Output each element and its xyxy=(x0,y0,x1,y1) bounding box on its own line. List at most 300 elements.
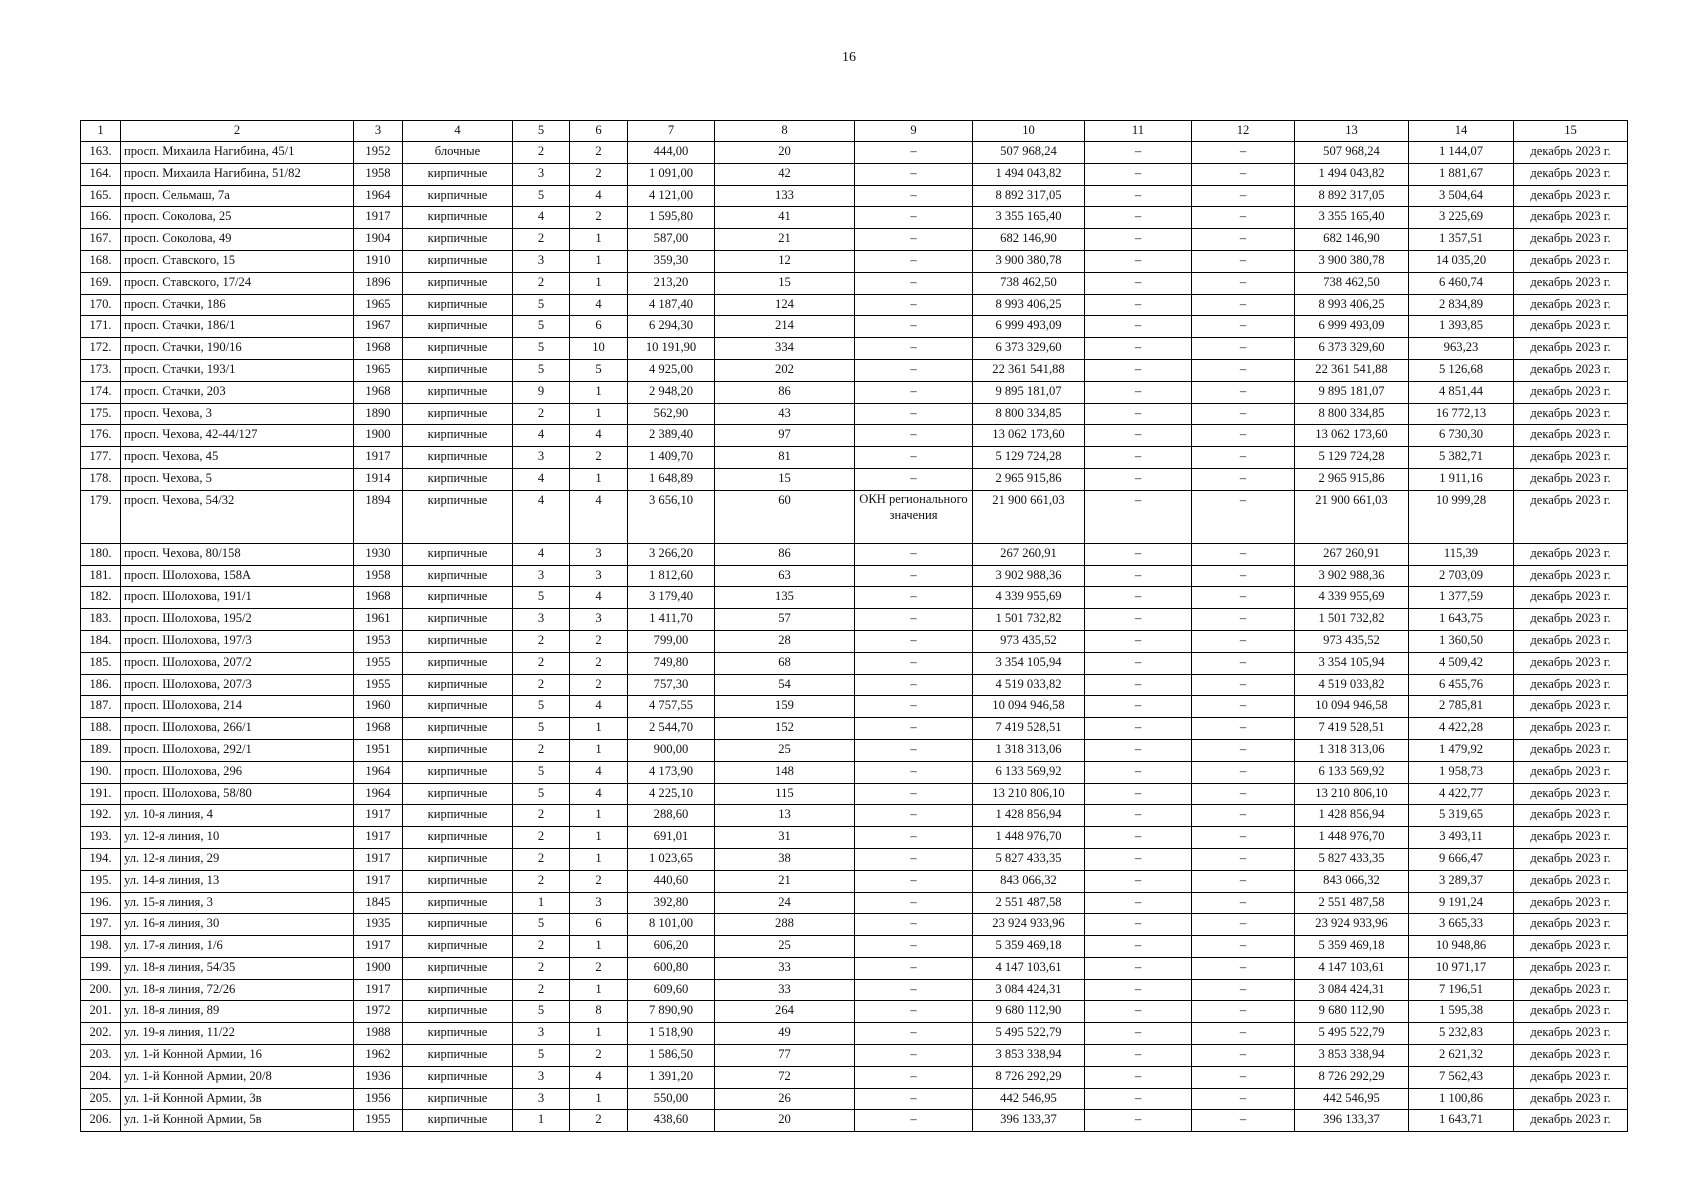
table-cell: 1930 xyxy=(354,543,403,565)
table-cell: 1917 xyxy=(354,848,403,870)
table-cell: 41 xyxy=(715,207,855,229)
table-cell: 6 133 569,92 xyxy=(973,761,1085,783)
table-cell: 10 999,28 xyxy=(1409,490,1514,543)
table-row xyxy=(81,1110,1628,1132)
table-cell: – xyxy=(855,761,973,783)
table-cell: 1 812,60 xyxy=(628,565,715,587)
table-cell: 1 357,51 xyxy=(1409,229,1514,251)
table-cell: просп. Ставского, 15 xyxy=(121,250,354,272)
table-row xyxy=(81,359,1628,381)
table-cell: 2 xyxy=(570,630,628,652)
table-cell: декабрь 2023 г. xyxy=(1514,294,1628,316)
table-cell: – xyxy=(855,783,973,805)
table-cell: 1968 xyxy=(354,338,403,360)
table-cell: 8 800 334,85 xyxy=(1295,403,1409,425)
table-cell: 438,60 xyxy=(628,1110,715,1132)
table-cell: – xyxy=(1085,848,1192,870)
table-cell: просп. Стачки, 203 xyxy=(121,381,354,403)
table-cell: 7 890,90 xyxy=(628,1001,715,1023)
table-cell: 5 232,83 xyxy=(1409,1023,1514,1045)
table-cell: 68 xyxy=(715,652,855,674)
table-cell: – xyxy=(1192,848,1295,870)
column-number-cell: 7 xyxy=(628,121,715,142)
table-cell: – xyxy=(855,805,973,827)
table-cell: – xyxy=(1192,163,1295,185)
table-cell: 1951 xyxy=(354,739,403,761)
table-cell: 4 xyxy=(570,587,628,609)
table-cell: – xyxy=(1192,630,1295,652)
table-cell: декабрь 2023 г. xyxy=(1514,674,1628,696)
table-cell: кирпичные xyxy=(403,674,513,696)
table-cell: – xyxy=(855,338,973,360)
table-cell: – xyxy=(855,957,973,979)
table-cell: кирпичные xyxy=(403,425,513,447)
table-cell: 691,01 xyxy=(628,827,715,849)
table-cell: 86 xyxy=(715,381,855,403)
table-row xyxy=(81,468,1628,490)
table-cell: – xyxy=(1192,696,1295,718)
table-cell: 3 355 165,40 xyxy=(1295,207,1409,229)
table-cell: – xyxy=(1192,783,1295,805)
table-cell: 682 146,90 xyxy=(1295,229,1409,251)
table-row xyxy=(81,272,1628,294)
table-cell: 33 xyxy=(715,979,855,1001)
table-cell: – xyxy=(855,979,973,1001)
table-cell: – xyxy=(1192,316,1295,338)
table-cell: 115,39 xyxy=(1409,543,1514,565)
table-cell: 180. xyxy=(81,543,121,565)
table-cell: 2 xyxy=(570,957,628,979)
table-cell: – xyxy=(1085,1001,1192,1023)
table-row xyxy=(81,609,1628,631)
table-cell: 3 xyxy=(513,163,570,185)
table-cell: 1 xyxy=(570,229,628,251)
table-cell: 1960 xyxy=(354,696,403,718)
table-cell: 2 xyxy=(570,1110,628,1132)
table-cell: 2 xyxy=(513,979,570,1001)
table-cell: 1910 xyxy=(354,250,403,272)
table-cell: 38 xyxy=(715,848,855,870)
table-cell: 168. xyxy=(81,250,121,272)
table-cell: декабрь 2023 г. xyxy=(1514,696,1628,718)
table-cell: – xyxy=(855,630,973,652)
table-cell: 13 062 173,60 xyxy=(973,425,1085,447)
table-row xyxy=(81,425,1628,447)
table-cell: 5 xyxy=(513,316,570,338)
table-cell: – xyxy=(1085,272,1192,294)
table-cell: ул. 1-й Конной Армии, 20/8 xyxy=(121,1066,354,1088)
table-cell: – xyxy=(1085,652,1192,674)
table-row xyxy=(81,827,1628,849)
table-cell: – xyxy=(1085,979,1192,1001)
table-cell: 288 xyxy=(715,914,855,936)
table-cell: 1 643,71 xyxy=(1409,1110,1514,1132)
table-cell: 42 xyxy=(715,163,855,185)
table-cell: – xyxy=(1085,447,1192,469)
table-cell: декабрь 2023 г. xyxy=(1514,359,1628,381)
table-cell: – xyxy=(855,250,973,272)
table-cell: 1 xyxy=(570,936,628,958)
table-cell: 2 xyxy=(513,870,570,892)
table-cell: 175. xyxy=(81,403,121,425)
table-cell: кирпичные xyxy=(403,565,513,587)
table-cell: 4 121,00 xyxy=(628,185,715,207)
table-cell: ул. 16-я линия, 30 xyxy=(121,914,354,936)
table-cell: 49 xyxy=(715,1023,855,1045)
table-cell: 5 495 522,79 xyxy=(973,1023,1085,1045)
table-row xyxy=(81,1066,1628,1088)
table-cell: ул. 18-я линия, 89 xyxy=(121,1001,354,1023)
table-cell: ул. 15-я линия, 3 xyxy=(121,892,354,914)
table-cell: 2 xyxy=(513,652,570,674)
table-cell: 4 519 033,82 xyxy=(1295,674,1409,696)
table-cell: – xyxy=(1192,142,1295,164)
table-cell: 148 xyxy=(715,761,855,783)
table-cell: – xyxy=(1085,1110,1192,1132)
table-cell: 181. xyxy=(81,565,121,587)
table-cell: 4 xyxy=(570,294,628,316)
table-row xyxy=(81,587,1628,609)
table-cell: 444,00 xyxy=(628,142,715,164)
table-cell: 5 xyxy=(513,718,570,740)
table-cell: 57 xyxy=(715,609,855,631)
table-cell: 186. xyxy=(81,674,121,696)
table-cell: декабрь 2023 г. xyxy=(1514,565,1628,587)
table-cell: 2 xyxy=(513,142,570,164)
table-cell: 2 389,40 xyxy=(628,425,715,447)
table-cell: 1 518,90 xyxy=(628,1023,715,1045)
table-cell: 8 892 317,05 xyxy=(973,185,1085,207)
table-cell: 164. xyxy=(81,163,121,185)
table-cell: декабрь 2023 г. xyxy=(1514,587,1628,609)
table-cell: кирпичные xyxy=(403,185,513,207)
table-cell: просп. Михаила Нагибина, 45/1 xyxy=(121,142,354,164)
table-cell: ул. 10-я линия, 4 xyxy=(121,805,354,827)
table-cell: – xyxy=(855,870,973,892)
table-cell: – xyxy=(1192,381,1295,403)
table-cell: – xyxy=(1085,609,1192,631)
table-cell: 3 179,40 xyxy=(628,587,715,609)
table-cell: 1953 xyxy=(354,630,403,652)
table-cell: 5 xyxy=(513,338,570,360)
table-cell: – xyxy=(855,1023,973,1045)
table-cell: 359,30 xyxy=(628,250,715,272)
table-cell: 1917 xyxy=(354,805,403,827)
table-cell: – xyxy=(855,696,973,718)
column-number-cell: 11 xyxy=(1085,121,1192,142)
table-cell: 4 xyxy=(570,761,628,783)
table-cell: 3 656,10 xyxy=(628,490,715,543)
table-cell: просп. Михаила Нагибина, 51/82 xyxy=(121,163,354,185)
table-row xyxy=(81,490,1628,543)
table-body xyxy=(81,121,1628,1132)
table-cell: 25 xyxy=(715,739,855,761)
table-cell: ОКН регионального значения xyxy=(855,490,973,543)
table-cell: 2 xyxy=(513,827,570,849)
table-cell: 63 xyxy=(715,565,855,587)
table-cell: – xyxy=(1192,914,1295,936)
table-cell: 2 965 915,86 xyxy=(1295,468,1409,490)
table-cell: – xyxy=(1085,294,1192,316)
table-cell: 3 xyxy=(513,447,570,469)
table-cell: 1 958,73 xyxy=(1409,761,1514,783)
table-cell: – xyxy=(1192,587,1295,609)
table-row xyxy=(81,848,1628,870)
table-cell: – xyxy=(1192,739,1295,761)
table-cell: кирпичные xyxy=(403,870,513,892)
table-cell: 4 422,77 xyxy=(1409,783,1514,805)
table-row xyxy=(81,761,1628,783)
table-cell: – xyxy=(1085,490,1192,543)
table-row xyxy=(81,403,1628,425)
table-cell: 2 544,70 xyxy=(628,718,715,740)
table-cell: – xyxy=(1085,870,1192,892)
table-cell: декабрь 2023 г. xyxy=(1514,1088,1628,1110)
table-cell: 4 xyxy=(513,207,570,229)
table-cell: 5 319,65 xyxy=(1409,805,1514,827)
table-cell: 3 354 105,94 xyxy=(973,652,1085,674)
table-cell: 192. xyxy=(81,805,121,827)
table-cell: 4 225,10 xyxy=(628,783,715,805)
table-cell: 197. xyxy=(81,914,121,936)
table-cell: 179. xyxy=(81,490,121,543)
table-cell: – xyxy=(1192,425,1295,447)
table-cell: – xyxy=(1085,381,1192,403)
table-cell: декабрь 2023 г. xyxy=(1514,447,1628,469)
table-cell: декабрь 2023 г. xyxy=(1514,892,1628,914)
table-cell: кирпичные xyxy=(403,1045,513,1067)
table-cell: кирпичные xyxy=(403,447,513,469)
table-cell: – xyxy=(855,272,973,294)
table-cell: декабрь 2023 г. xyxy=(1514,338,1628,360)
table-cell: 5 xyxy=(513,359,570,381)
table-cell: 21 xyxy=(715,870,855,892)
table-cell: декабрь 2023 г. xyxy=(1514,543,1628,565)
table-cell: 4 xyxy=(513,490,570,543)
table-cell: – xyxy=(855,229,973,251)
table-cell: – xyxy=(1085,914,1192,936)
column-number-cell: 8 xyxy=(715,121,855,142)
table-cell: 21 900 661,03 xyxy=(973,490,1085,543)
table-cell: 8 726 292,29 xyxy=(1295,1066,1409,1088)
table-cell: – xyxy=(1085,163,1192,185)
building-registry-table xyxy=(80,120,1628,1132)
table-cell: – xyxy=(1085,1045,1192,1067)
table-cell: кирпичные xyxy=(403,359,513,381)
table-cell: 166. xyxy=(81,207,121,229)
table-cell: 1 595,38 xyxy=(1409,1001,1514,1023)
table-cell: 2 703,09 xyxy=(1409,565,1514,587)
table-cell: 4 xyxy=(513,543,570,565)
table-cell: 2 xyxy=(570,870,628,892)
table-cell: 1 091,00 xyxy=(628,163,715,185)
table-cell: – xyxy=(1192,565,1295,587)
table-cell: 3 xyxy=(513,609,570,631)
table-cell: 4 147 103,61 xyxy=(1295,957,1409,979)
table-cell: 7 562,43 xyxy=(1409,1066,1514,1088)
table-row xyxy=(81,870,1628,892)
table-cell: просп. Стачки, 186/1 xyxy=(121,316,354,338)
table-cell: 135 xyxy=(715,587,855,609)
table-cell: просп. Шолохова, 191/1 xyxy=(121,587,354,609)
table-cell: декабрь 2023 г. xyxy=(1514,783,1628,805)
table-cell: 973 435,52 xyxy=(973,630,1085,652)
table-cell: – xyxy=(1192,827,1295,849)
table-cell: 1917 xyxy=(354,827,403,849)
table-row xyxy=(81,229,1628,251)
table-cell: 3 289,37 xyxy=(1409,870,1514,892)
table-cell: – xyxy=(1085,403,1192,425)
table-cell: декабрь 2023 г. xyxy=(1514,1045,1628,1067)
column-number-row xyxy=(81,121,1628,142)
table-row xyxy=(81,674,1628,696)
table-cell: 4 851,44 xyxy=(1409,381,1514,403)
table-cell: – xyxy=(1192,1110,1295,1132)
table-cell: – xyxy=(855,587,973,609)
table-cell: 4 925,00 xyxy=(628,359,715,381)
table-cell: просп. Стачки, 190/16 xyxy=(121,338,354,360)
table-cell: – xyxy=(855,403,973,425)
table-cell: 267 260,91 xyxy=(1295,543,1409,565)
table-cell: 187. xyxy=(81,696,121,718)
table-cell: 3 084 424,31 xyxy=(1295,979,1409,1001)
table-cell: 2 xyxy=(513,630,570,652)
table-cell: 9 680 112,90 xyxy=(1295,1001,1409,1023)
table-cell: 4 757,55 xyxy=(628,696,715,718)
table-cell: – xyxy=(855,892,973,914)
table-cell: декабрь 2023 г. xyxy=(1514,957,1628,979)
table-cell: 3 853 338,94 xyxy=(1295,1045,1409,1067)
table-cell: – xyxy=(1192,652,1295,674)
table-cell: – xyxy=(1192,1001,1295,1023)
table-cell: 1 448 976,70 xyxy=(1295,827,1409,849)
table-cell: 7 419 528,51 xyxy=(1295,718,1409,740)
table-cell: 5 382,71 xyxy=(1409,447,1514,469)
table-cell: 442 546,95 xyxy=(973,1088,1085,1110)
table-cell: 749,80 xyxy=(628,652,715,674)
table-cell: 2 xyxy=(570,163,628,185)
table-cell: 2 xyxy=(570,1045,628,1067)
table-cell: 1 448 976,70 xyxy=(973,827,1085,849)
table-cell: 973 435,52 xyxy=(1295,630,1409,652)
column-number-cell: 12 xyxy=(1192,121,1295,142)
table-row xyxy=(81,294,1628,316)
table-cell: – xyxy=(1192,957,1295,979)
table-cell: кирпичные xyxy=(403,163,513,185)
table-cell: – xyxy=(855,565,973,587)
table-cell: – xyxy=(855,914,973,936)
table-cell: 2 xyxy=(570,142,628,164)
table-cell: кирпичные xyxy=(403,783,513,805)
table-cell: 152 xyxy=(715,718,855,740)
table-cell: 184. xyxy=(81,630,121,652)
table-cell: 3 266,20 xyxy=(628,543,715,565)
table-cell: ул. 12-я линия, 29 xyxy=(121,848,354,870)
table-cell: 72 xyxy=(715,1066,855,1088)
table-cell: 191. xyxy=(81,783,121,805)
table-cell: 189. xyxy=(81,739,121,761)
table-cell: просп. Шолохова, 266/1 xyxy=(121,718,354,740)
table-cell: 3 xyxy=(570,543,628,565)
table-cell: 20 xyxy=(715,1110,855,1132)
table-cell: – xyxy=(1192,272,1295,294)
table-cell: 1967 xyxy=(354,316,403,338)
table-cell: – xyxy=(855,359,973,381)
table-cell: кирпичные xyxy=(403,543,513,565)
table-cell: – xyxy=(1192,674,1295,696)
table-row xyxy=(81,1088,1628,1110)
table-cell: 81 xyxy=(715,447,855,469)
table-cell: 1964 xyxy=(354,783,403,805)
table-row xyxy=(81,805,1628,827)
table-cell: 1 xyxy=(570,827,628,849)
table-cell: – xyxy=(1085,630,1192,652)
table-cell: 2 621,32 xyxy=(1409,1045,1514,1067)
table-cell: – xyxy=(1085,142,1192,164)
table-cell: 6 133 569,92 xyxy=(1295,761,1409,783)
table-cell: 1 595,80 xyxy=(628,207,715,229)
table-cell: 24 xyxy=(715,892,855,914)
table-cell: 10 xyxy=(570,338,628,360)
table-cell: – xyxy=(1085,936,1192,958)
table-cell: – xyxy=(1085,1088,1192,1110)
table-cell: кирпичные xyxy=(403,609,513,631)
table-cell: 2 xyxy=(570,674,628,696)
table-cell: 6 999 493,09 xyxy=(973,316,1085,338)
table-cell: – xyxy=(855,207,973,229)
table-cell: кирпичные xyxy=(403,1023,513,1045)
table-cell: 8 892 317,05 xyxy=(1295,185,1409,207)
table-cell: 1 xyxy=(570,250,628,272)
table-cell: 1900 xyxy=(354,957,403,979)
table-cell: декабрь 2023 г. xyxy=(1514,1023,1628,1045)
table-cell: 10 948,86 xyxy=(1409,936,1514,958)
table-cell: кирпичные xyxy=(403,630,513,652)
table-cell: 4 xyxy=(570,490,628,543)
table-cell: – xyxy=(855,185,973,207)
table-cell: 264 xyxy=(715,1001,855,1023)
table-cell: кирпичные xyxy=(403,587,513,609)
table-cell: – xyxy=(1085,892,1192,914)
table-cell: 196. xyxy=(81,892,121,914)
table-cell: – xyxy=(1085,229,1192,251)
table-cell: 4 422,28 xyxy=(1409,718,1514,740)
column-number-cell: 14 xyxy=(1409,121,1514,142)
table-cell: 194. xyxy=(81,848,121,870)
table-cell: 213,20 xyxy=(628,272,715,294)
table-cell: 1900 xyxy=(354,425,403,447)
table-cell: просп. Чехова, 5 xyxy=(121,468,354,490)
table-cell: – xyxy=(1192,338,1295,360)
table-cell: просп. Чехова, 54/32 xyxy=(121,490,354,543)
table-cell: кирпичные xyxy=(403,1001,513,1023)
table-cell: 334 xyxy=(715,338,855,360)
table-cell: – xyxy=(855,142,973,164)
table-cell: – xyxy=(1192,718,1295,740)
table-cell: 2 551 487,58 xyxy=(1295,892,1409,914)
table-cell: 1917 xyxy=(354,447,403,469)
table-cell: 3 853 338,94 xyxy=(973,1045,1085,1067)
table-cell: 5 129 724,28 xyxy=(1295,447,1409,469)
table-cell: 1 643,75 xyxy=(1409,609,1514,631)
table-cell: декабрь 2023 г. xyxy=(1514,229,1628,251)
table-cell: 442 546,95 xyxy=(1295,1088,1409,1110)
table-cell: 1 xyxy=(570,1023,628,1045)
table-cell: 206. xyxy=(81,1110,121,1132)
table-cell: 7 419 528,51 xyxy=(973,718,1085,740)
table-cell: 1894 xyxy=(354,490,403,543)
table-cell: 43 xyxy=(715,403,855,425)
